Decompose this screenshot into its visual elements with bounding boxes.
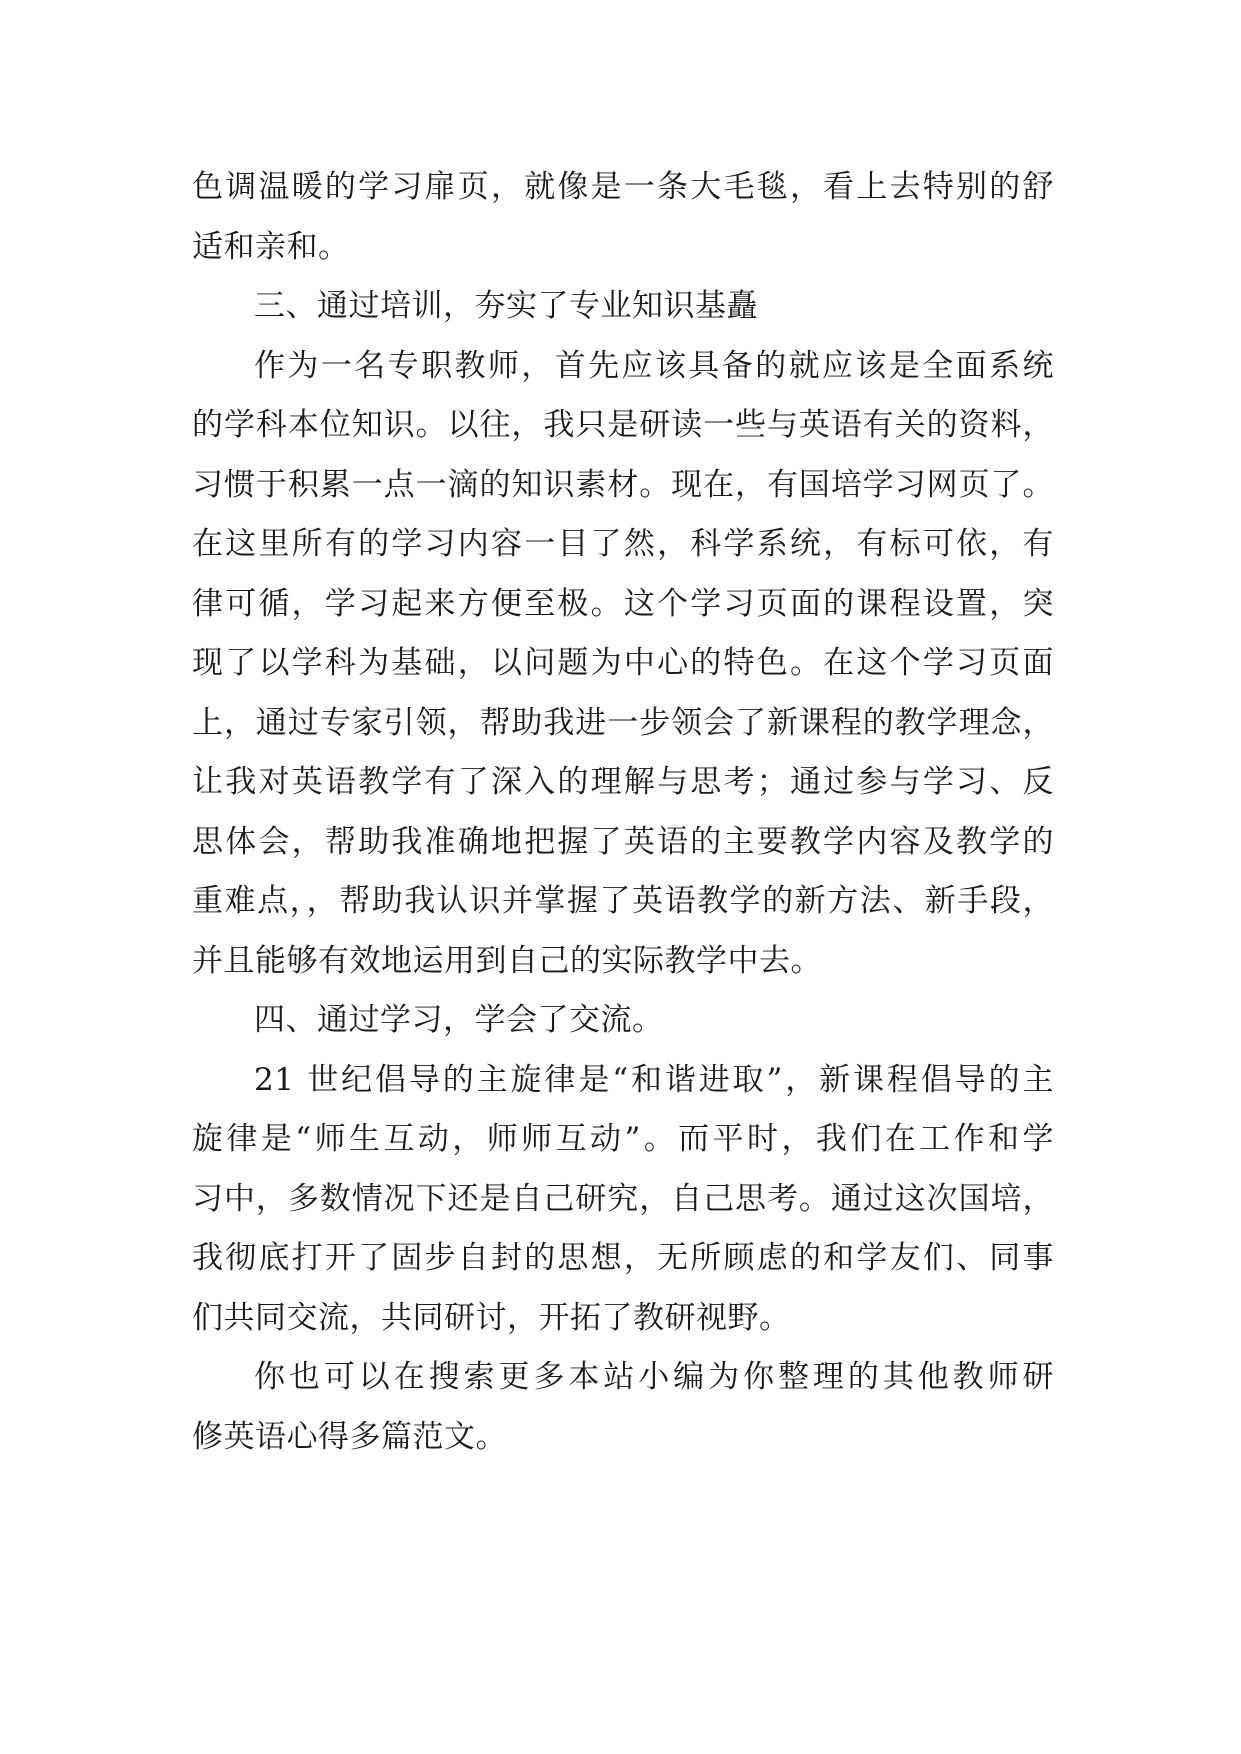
text-line: 让我对英语教学有了深入的理解与思考；通过参与学习、反 (192, 764, 1054, 800)
text-line: 21 世纪倡导的主旋律是“和谐进取”，新课程倡导的主 (254, 1061, 1054, 1098)
text-line: 重难点，，帮助我认识并掌握了英语教学的新方法、新手段， (192, 883, 1054, 919)
text-line: 在这里所有的学习内容一目了然，科学系统，有标可依，有 (192, 526, 1054, 562)
document-body (192, 158, 1054, 1467)
text-line: 我彻底打开了固步自封的思想，无所顾虑的和学友们、同事 (192, 1240, 1054, 1276)
section-heading: 四、通过学习，学会了交流。 (254, 1002, 664, 1038)
text-line: 上，通过专家引领，帮助我进一步领会了新课程的教学理念， (192, 704, 1054, 741)
text-line: 并且能够有效地运用到自己的实际教学中去。 (192, 942, 822, 979)
text-line: 们共同交流，共同研讨，开拓了教研视野。 (192, 1299, 791, 1336)
text-line: 的学科本位知识。以往，我只是研读一些与英语有关的资料， (192, 407, 1054, 443)
text-line: 色调温暖的学习扉页，就像是一条大毛毯，看上去特别的舒 (192, 169, 1054, 205)
text-line: 作为一名专职教师，首先应该具备的就应该是全面系统 (254, 347, 1054, 384)
text-line: 适和亲和。 (192, 228, 350, 265)
text-line: 旋律是“师生互动，师师互动”。而平时，我们在工作和学 (192, 1121, 1054, 1157)
text-line: 现了以学科为基础，以问题为中心的特色。在这个学习页面 (192, 645, 1054, 681)
text-line: 修英语心得多篇范文。 (192, 1418, 507, 1455)
text-line: 你也可以在搜索更多本站小编为你整理的其他教师研 (254, 1359, 1054, 1395)
text-line: 思体会，帮助我准确地把握了英语的主要教学内容及教学的 (192, 823, 1054, 860)
text-line: 律可循，学习起来方便至极。这个学习页面的课程设置，突 (192, 585, 1054, 622)
section-heading: 三、通过培训，夯实了专业知识基矗 (254, 288, 758, 324)
text-line: 习中，多数情况下还是自己研究，自己思考。通过这次国培， (192, 1180, 1054, 1217)
text-line: 习惯于积累一点一滴的知识素材。现在，有国培学习网页了。 (192, 466, 1054, 503)
